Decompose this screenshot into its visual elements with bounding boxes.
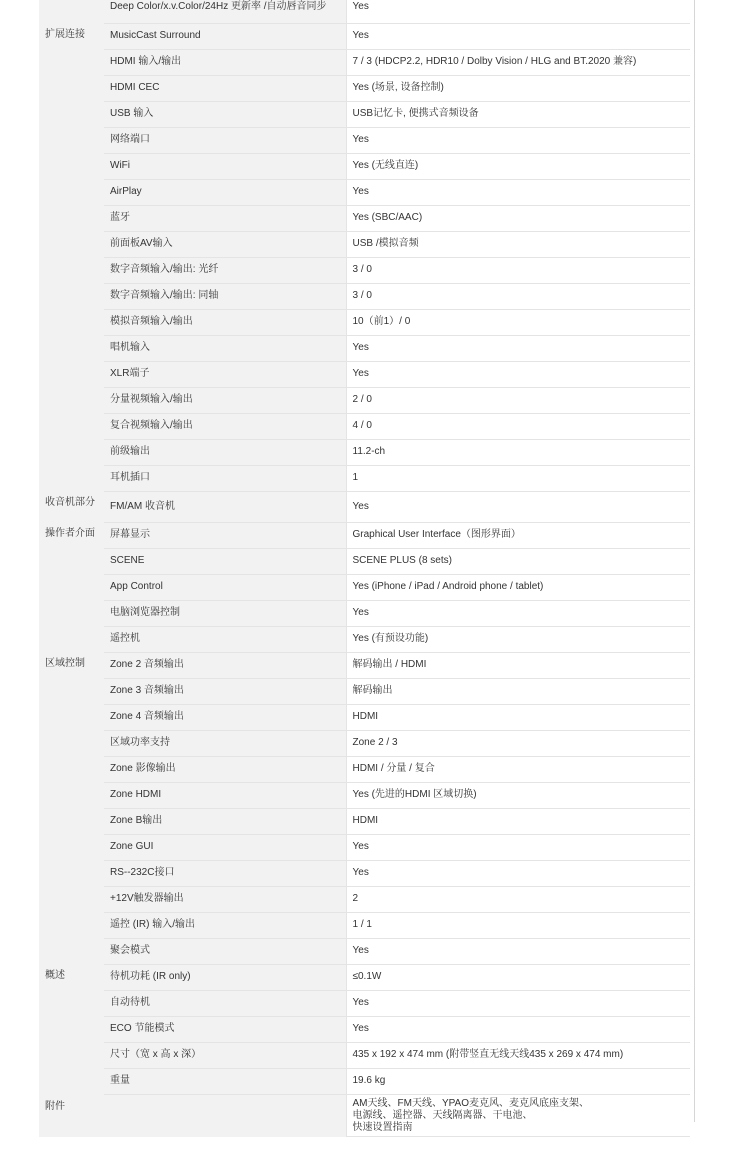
spec-value: 435 x 192 x 474 mm (附带竖直无线天线435 x 269 x 474 mm) xyxy=(346,1042,690,1068)
table-row xyxy=(39,127,690,153)
table-row xyxy=(39,834,690,860)
table-row xyxy=(39,990,690,1016)
accessories-value xyxy=(346,1094,690,1137)
spec-label: 聚会模式 xyxy=(104,938,346,964)
table-row xyxy=(39,75,690,101)
table-row xyxy=(39,912,690,938)
table-row xyxy=(39,626,690,652)
table-row xyxy=(39,231,690,257)
spec-value: Yes xyxy=(346,600,690,626)
spec-value: HDMI xyxy=(346,808,690,834)
spec-value: 10（前1）/ 0 xyxy=(346,309,690,335)
accessories-line: AM天线、FM天线、YPAO麦克风、麦克风底座支架、 xyxy=(352,1098,589,1110)
spec-value: Yes (先进的HDMI 区域切换) xyxy=(346,782,690,808)
spec-value: Yes (iPhone / iPad / Android phone / tablet) xyxy=(346,574,690,600)
spec-label: AirPlay xyxy=(104,179,346,205)
spec-label: 唱机输入 xyxy=(104,335,346,361)
spec-label: HDMI CEC xyxy=(104,75,346,101)
table-row xyxy=(39,522,690,548)
spec-label: Zone GUI xyxy=(104,834,346,860)
category-cell xyxy=(39,0,104,23)
spec-value: Yes xyxy=(346,127,690,153)
spec-value: Yes xyxy=(346,23,690,49)
spec-value: Yes (无线直连) xyxy=(346,153,690,179)
table-row xyxy=(39,257,690,283)
spec-label: Zone B输出 xyxy=(104,808,346,834)
spec-label: 屏幕显示 xyxy=(104,522,346,548)
spec-value: HDMI xyxy=(346,704,690,730)
spec-label: SCENE xyxy=(104,548,346,574)
accessories-category: 附件 xyxy=(39,1094,346,1137)
spec-value: 解码输出 xyxy=(346,678,690,704)
spec-label: 复合视频输入/输出 xyxy=(104,413,346,439)
table-right-border xyxy=(694,0,695,1122)
spec-label: 分量视频输入/输出 xyxy=(104,387,346,413)
spec-label: HDMI 输入/输出 xyxy=(104,49,346,75)
accessories-line: 电源线、遥控器、天线隔离器、干电池、 xyxy=(352,1110,533,1122)
category-cell: 收音机部分 xyxy=(39,491,104,522)
spec-value: Yes (场景, 设备控制) xyxy=(346,75,690,101)
spec-label: ECO 节能模式 xyxy=(104,1016,346,1042)
table-row xyxy=(39,283,690,309)
table-row xyxy=(39,101,690,127)
spec-label: 遥控机 xyxy=(104,626,346,652)
spec-label: 前面板AV输入 xyxy=(104,231,346,257)
spec-value: 11.2-ch xyxy=(346,439,690,465)
spec-label: Zone 影像输出 xyxy=(104,756,346,782)
table-row xyxy=(39,309,690,335)
table-row xyxy=(39,49,690,75)
spec-value: Yes xyxy=(346,335,690,361)
spec-value: Zone 2 / 3 xyxy=(346,730,690,756)
spec-label: MusicCast Surround xyxy=(104,23,346,49)
table-row xyxy=(39,465,690,491)
spec-value: 2 xyxy=(346,886,690,912)
spec-value: Yes xyxy=(346,179,690,205)
table-row xyxy=(39,387,690,413)
table-row xyxy=(39,756,690,782)
accessories-line: 快速设置指南 xyxy=(352,1122,413,1134)
spec-value: Yes (SBC/AAC) xyxy=(346,205,690,231)
spec-label: USB 输入 xyxy=(104,101,346,127)
spec-label: App Control xyxy=(104,574,346,600)
spec-value: Yes xyxy=(346,1016,690,1042)
spec-value: USB /模拟音频 xyxy=(346,231,690,257)
table-row xyxy=(39,704,690,730)
table-row xyxy=(39,730,690,756)
spec-value: Yes xyxy=(346,361,690,387)
category-cell: 区域控制 xyxy=(39,652,104,964)
table-row xyxy=(39,179,690,205)
spec-value: 4 / 0 xyxy=(346,413,690,439)
spec-label: 蓝牙 xyxy=(104,205,346,231)
spec-label: 自动待机 xyxy=(104,990,346,1016)
spec-value: ≤0.1W xyxy=(346,964,690,990)
table-row xyxy=(39,361,690,387)
table-row xyxy=(39,153,690,179)
spec-value: 解码输出 / HDMI xyxy=(346,652,690,678)
table-row xyxy=(39,335,690,361)
spec-value: 3 / 0 xyxy=(346,257,690,283)
category-cell: 扩展连接 xyxy=(39,23,104,491)
spec-label: XLR端子 xyxy=(104,361,346,387)
table-row xyxy=(39,600,690,626)
spec-table-body xyxy=(39,0,690,1137)
table-row xyxy=(39,0,690,23)
spec-value: USB记忆卡, 便携式音频设备 xyxy=(346,101,690,127)
table-row xyxy=(39,205,690,231)
spec-value: Yes xyxy=(346,834,690,860)
spec-label: Zone 2 音频输出 xyxy=(104,652,346,678)
table-row xyxy=(39,808,690,834)
table-row xyxy=(39,886,690,912)
spec-value: Yes xyxy=(346,938,690,964)
table-row xyxy=(39,1068,690,1094)
table-row xyxy=(39,439,690,465)
spec-label: +12V触发器输出 xyxy=(104,886,346,912)
table-row xyxy=(39,938,690,964)
table-row xyxy=(39,413,690,439)
category-cell: 概述 xyxy=(39,964,104,1094)
spec-label: 电脑浏览器控制 xyxy=(104,600,346,626)
spec-label: 耳机插口 xyxy=(104,465,346,491)
spec-label: 数字音频输入/输出: 同轴 xyxy=(104,283,346,309)
spec-label: 待机功耗 (IR only) xyxy=(104,964,346,990)
spec-label: 模拟音频输入/输出 xyxy=(104,309,346,335)
table-row xyxy=(39,491,690,522)
table-row xyxy=(39,574,690,600)
table-row xyxy=(39,782,690,808)
spec-label: Deep Color/x.v.Color/24Hz 更新率 /自动唇音同步 xyxy=(104,0,346,23)
spec-label: Zone HDMI xyxy=(104,782,346,808)
spec-table xyxy=(39,0,690,1137)
table-row xyxy=(39,548,690,574)
spec-label: 区域功率支持 xyxy=(104,730,346,756)
spec-value: 7 / 3 (HDCP2.2, HDR10 / Dolby Vision / HLG and BT.2020 兼容) xyxy=(346,49,690,75)
spec-label: WiFi xyxy=(104,153,346,179)
table-row xyxy=(39,678,690,704)
spec-label: RS--232C接口 xyxy=(104,860,346,886)
spec-label: 遥控 (IR) 输入/输出 xyxy=(104,912,346,938)
table-row xyxy=(39,1042,690,1068)
spec-label: Zone 4 音频输出 xyxy=(104,704,346,730)
category-cell: 操作者介面 xyxy=(39,522,104,652)
spec-value: Yes xyxy=(346,491,690,522)
spec-value: 3 / 0 xyxy=(346,283,690,309)
table-row xyxy=(39,964,690,990)
spec-value: Graphical User Interface（图形界面） xyxy=(346,522,690,548)
spec-value: Yes xyxy=(346,990,690,1016)
spec-value: Yes xyxy=(346,0,690,23)
spec-value: Yes (有预设功能) xyxy=(346,626,690,652)
table-row xyxy=(39,860,690,886)
spec-value: 19.6 kg xyxy=(346,1068,690,1094)
spec-value: Yes xyxy=(346,860,690,886)
spec-label: 网络端口 xyxy=(104,127,346,153)
spec-value: 1 xyxy=(346,465,690,491)
spec-label: Zone 3 音频输出 xyxy=(104,678,346,704)
spec-value: 1 / 1 xyxy=(346,912,690,938)
spec-label: 尺寸（宽 x 高 x 深） xyxy=(104,1042,346,1068)
spec-label: FM/AM 收音机 xyxy=(104,491,346,522)
spec-value: 2 / 0 xyxy=(346,387,690,413)
accessories-row xyxy=(39,1094,690,1137)
table-row xyxy=(39,652,690,678)
spec-value: HDMI / 分量 / 复合 xyxy=(346,756,690,782)
spec-value: SCENE PLUS (8 sets) xyxy=(346,548,690,574)
spec-label: 重量 xyxy=(104,1068,346,1094)
spec-label: 数字音频输入/输出: 光纤 xyxy=(104,257,346,283)
spec-label: 前级输出 xyxy=(104,439,346,465)
table-row xyxy=(39,1016,690,1042)
table-row xyxy=(39,23,690,49)
